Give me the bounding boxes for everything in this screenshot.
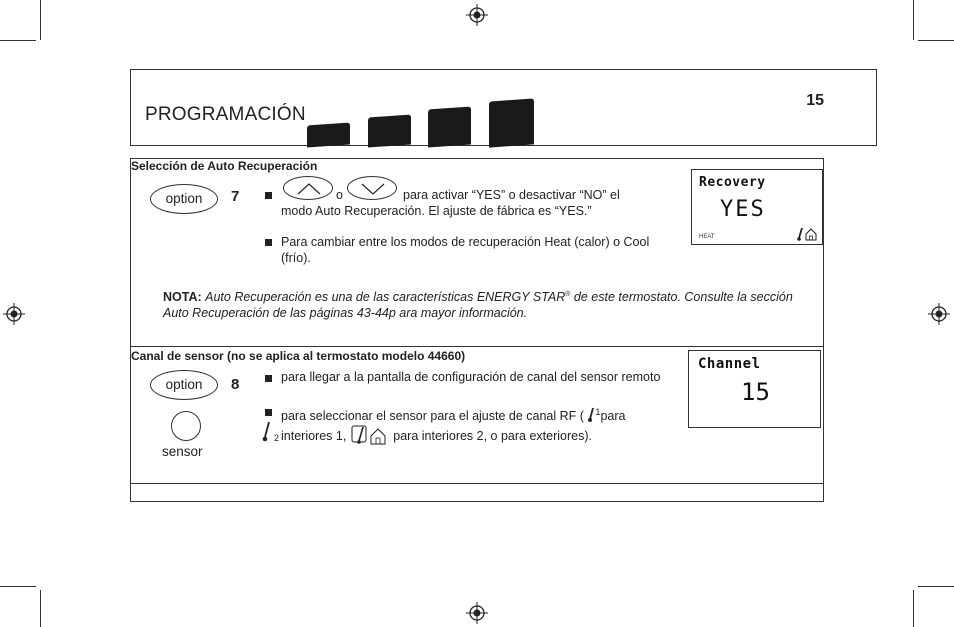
lcd-value: 15 [741,378,770,406]
lcd-mode: HEAT [699,234,715,240]
option-button[interactable]: option [150,184,218,214]
bullet-icon [265,192,272,199]
channel-superscript: 1 [595,407,601,417]
crop-mark [0,586,36,587]
bullet-text-part: para seleccionar el sensor para el ajuste de canal RF ( [281,409,584,424]
page-number: 15 [806,92,824,109]
section-empty [130,483,824,502]
thermometer-icon [262,421,272,443]
bullet-text: para llegar a la pantalla de configuración de canal del sensor remoto [281,370,661,384]
lcd-label: Channel [698,356,761,372]
sensor-button[interactable] [171,411,201,441]
note-label: NOTA: [163,290,202,305]
section-auto-recovery [130,158,824,346]
crop-mark [913,590,914,627]
bullet-text-part: para [600,409,626,424]
page-header [130,69,877,146]
step-number: 7 [231,188,240,205]
or-text: o [336,188,343,202]
step-number: 8 [231,376,240,393]
section-tab [368,114,411,147]
crop-mark [913,0,914,40]
note-paragraph [163,287,803,321]
bullet-text: Para cambiar entre los modos de recuperación Heat (calor) o Cool (frío). [281,235,650,265]
section-sensor-channel [130,346,824,483]
bullet-text [281,404,661,446]
thermometer-home-icon [796,227,818,241]
section-tab [428,106,471,147]
lcd-value: YES [720,197,766,222]
crop-mark [40,0,41,40]
crop-mark [40,590,41,627]
registered-mark: ® [565,291,571,298]
bullet-text-part: interiores 1, [281,429,347,444]
registration-mark-icon [3,303,25,325]
registration-mark-icon [928,303,950,325]
lcd-label: Recovery [699,175,766,190]
note-text: de este termostato. Consulte la sección Auto Recuperación de las páginas 43-44p ara mayor información. [163,290,793,321]
registration-mark-icon [466,4,488,26]
crop-mark [0,40,36,41]
indoor-sensor-icon [350,424,390,446]
crop-mark [918,586,954,587]
page-title: PROGRAMACIÓN [145,104,306,125]
section-title: Selección de Auto Recuperación [131,159,318,173]
section-tab [307,122,350,147]
lcd-display-recovery [691,169,823,245]
lcd-display-channel [688,350,821,428]
section-title: Canal de sensor (no se aplica al termostato modelo 44660) [131,349,466,363]
note-text: Auto Recuperación es una de las características ENERGY STAR [205,290,566,305]
bullet-icon [265,409,272,416]
bullet-text-part: para interiores 2, o para exteriores). [393,429,592,444]
channel-subscript: 2 [274,433,280,443]
option-button[interactable]: option [150,370,218,400]
crop-mark [918,40,954,41]
bullet-icon [265,375,272,382]
bullet-text: para activar “YES” o desactivar “NO” el modo Auto Recuperación. El ajuste de fábrica es “YES.” [281,188,620,218]
bullet-icon [265,239,272,246]
registration-mark-icon [466,602,488,624]
section-tab [489,98,534,147]
sensor-label: sensor [162,444,203,459]
